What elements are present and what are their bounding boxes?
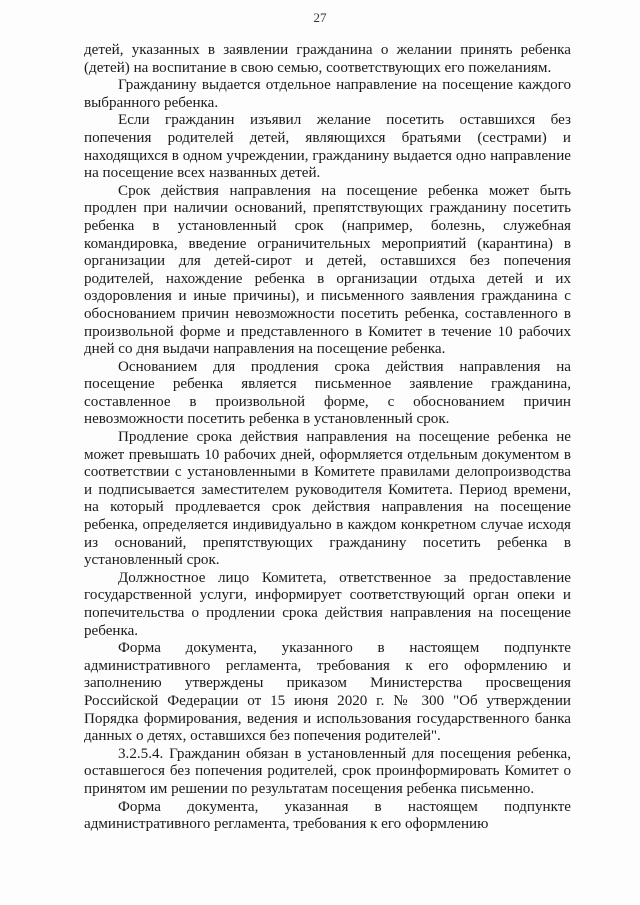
paragraph-referral-extension: Срок действия направления на посещение ребенка может быть продлен при наличии оснований, препятствующих гражданину посетить ребенка в установленный срок (например, болезнь, служебная командировка, введение ограничительных мероприятий (карантина) в организации для детей-сирот и детей, оставшихся без попечения родителей, нахождение ребенка в организации отдыха детей и их оздоровления и иные причины), и письменного заявления гражданина с обоснованием причин невозможности посетить ребенка, составленного в произвольной форме и представленного в Комитет в течение 10 рабочих дней со дня выдачи направления на посещение ребенка. [84,182,571,358]
paragraph-extension-grounds: Основанием для продления срока действия направления на посещение ребенка является письменное заявление гражданина, составленное в произвольной форме, с обоснованием причин невозможности посетить ребенка в установленный срок. [84,358,571,428]
paragraph-separate-referral: Гражданину выдается отдельное направление на посещение каждого выбранного ребенка. [84,77,571,111]
paragraph-siblings-referral: Если гражданин изъявил желание посетить оставшихся без попечения родителей детей, являющихся братьями (сестрами) и находящихся в одном учреждении, гражданину выдается одно направление на посещение всех названных детей. [84,112,571,182]
paragraph-form-document: Форма документа, указанная в настоящем подпункте административного регламента, требования к его оформлению [84,798,571,833]
paragraph-extension-period: Продление срока действия направления на посещение ребенка не может превышать 10 рабочих дней, оформляется отдельным документом в соответствии с установленными в Комитете правилами делопроизводства и подписывается заместителем руководителя Комитета. Период времени, на который продлевается срок действия направления на посещение ребенка, определяется индивидуально в каждом конкретном случае исходя из оснований, препятствующих гражданину посетить ребенка в установленный срок. [84,429,571,569]
paragraph-continuation: детей, указанных в заявлении гражданина о желании принять ребенка (детей) на воспитание в свою семью, соответствующих его пожеланиям. [84,42,571,76]
paragraph-official-informs: Должностное лицо Комитета, ответственное за предоставление государственной услуги, информирует соответствующий орган опеки и попечительства о продлении срока действия направления на посещение ребенка. [84,569,571,639]
paragraph-section-3-2-5-4: 3.2.5.4. Гражданин обязан в установленный для посещения ребенка, оставшегося без попечения родителей, срок проинформировать Комитет о принятом им решении по результатам посещения ребенка письменно. [84,745,571,797]
document-body [84,42,571,834]
paragraph-form-order: Форма документа, указанного в настоящем подпункте административного регламента, требования к его оформлению и заполнению утверждены приказом Министерства просвещения Российской Федерации от 15 июня 2020 г. № 300 "Об утверждении Порядка формирования, ведения и использования государственного банка данных о детях, оставшихся без попечения родителей". [84,640,571,745]
page-number: 27 [313,10,327,25]
